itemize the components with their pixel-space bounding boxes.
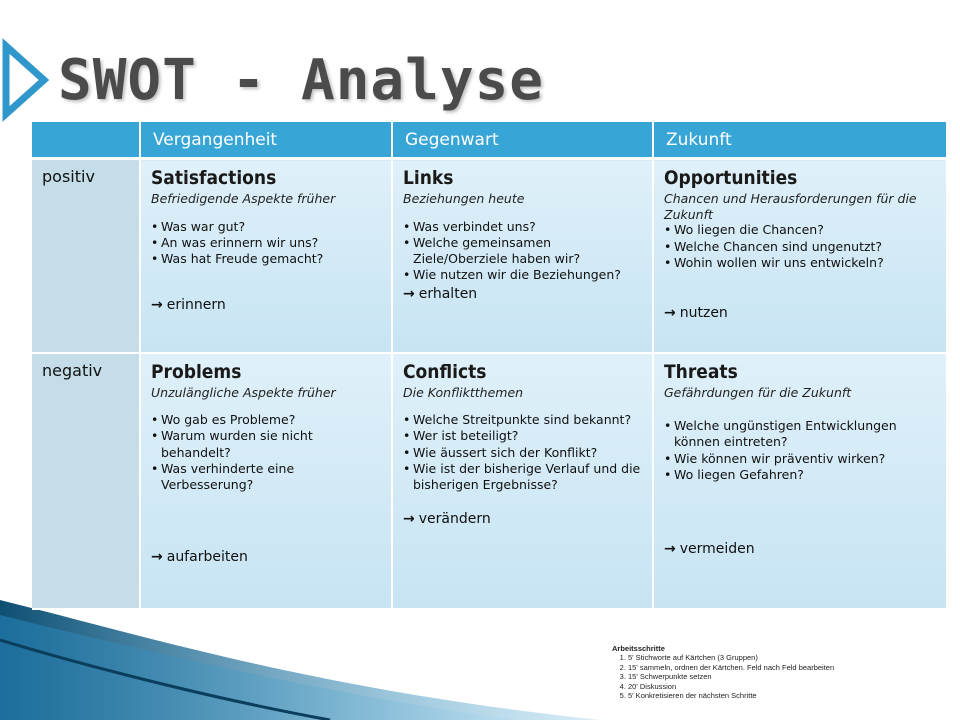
list-item: • Wo liegen Gefahren? xyxy=(664,467,936,483)
action-label: vermeiden xyxy=(679,541,755,558)
corner-cell xyxy=(32,122,140,159)
action-line xyxy=(403,286,642,302)
list-item: 2. 15' sammeln, ordnen der Kärtchen. Feld nach Feld bearbeiten xyxy=(628,663,834,672)
row-label: positiv xyxy=(32,159,140,353)
action-label: erhalten xyxy=(418,285,478,302)
action-label: aufarbeiten xyxy=(166,549,248,566)
list-item: • Welche Streitpunkte sind bekannt? xyxy=(403,412,642,428)
cell-title: Opportunities xyxy=(664,167,798,189)
cell-links xyxy=(392,159,653,353)
cell-title: Conflicts xyxy=(403,360,487,383)
steps-list xyxy=(612,653,834,700)
arrow-icon: → xyxy=(664,305,676,321)
cell-subtitle: Beziehungen heute xyxy=(403,191,525,206)
page-title: SWOT - Analyse xyxy=(58,48,545,113)
cell-subtitle: Chancen und Herausforderungen für die Zukunft xyxy=(664,191,917,222)
list-item: • Was verhinderte eine Verbesserung? xyxy=(151,461,381,494)
cell-conflicts xyxy=(392,353,653,609)
action-line xyxy=(151,297,381,313)
list-item: • Wer ist beteiligt? xyxy=(403,428,642,444)
list-item: • Welche ungünstigen Entwicklungen können eintreten? xyxy=(664,418,936,451)
cell-subtitle: Befriedigende Aspekte früher xyxy=(151,191,336,206)
list-item: 3. 15' Schwerpunkte setzen xyxy=(628,672,834,681)
table-row-negativ xyxy=(32,353,946,609)
column-header: Gegenwart xyxy=(392,122,653,159)
header-row xyxy=(32,122,946,159)
arrow-icon: → xyxy=(403,285,415,302)
cell-title: Links xyxy=(403,167,454,189)
list-item: 1. 5' Stichworte auf Kärtchen (3 Gruppen) xyxy=(628,653,834,662)
question-list xyxy=(664,222,936,271)
list-item: 4. 20' Diskussion xyxy=(628,682,834,691)
row-label: negativ xyxy=(32,353,140,609)
arrow-icon: → xyxy=(151,297,163,314)
cell-title: Threats xyxy=(664,360,738,383)
cell-title: Satisfactions xyxy=(151,167,277,189)
question-list xyxy=(664,418,936,483)
cell-subtitle: Unzulängliche Aspekte früher xyxy=(151,384,336,400)
question-list xyxy=(151,412,381,493)
list-item: • Was war gut? xyxy=(151,219,381,235)
action-line xyxy=(664,541,936,557)
cell-subtitle: Die Konfliktthemen xyxy=(403,384,524,400)
question-list xyxy=(403,219,642,284)
cell-problems xyxy=(140,353,392,609)
list-item: • Wie können wir präventiv wirken? xyxy=(664,451,936,467)
arrow-icon: → xyxy=(151,549,163,566)
action-line xyxy=(403,511,642,527)
question-list xyxy=(151,219,381,268)
list-item: 5. 5' Konkretisieren der nächsten Schritte xyxy=(628,691,834,700)
cell-satisfactions xyxy=(140,159,392,353)
cell-title: Problems xyxy=(151,360,242,383)
list-item: • Wie äussert sich der Konflikt? xyxy=(403,445,642,461)
action-label: verändern xyxy=(418,511,491,528)
action-line xyxy=(151,549,381,565)
cell-subtitle: Gefährdungen für die Zukunft xyxy=(664,384,852,400)
table-row-positiv xyxy=(32,159,946,353)
swot-table xyxy=(32,122,946,610)
title-arrow-shape xyxy=(6,46,44,114)
action-line xyxy=(664,305,936,321)
list-item: • Warum wurden sie nicht behandelt? xyxy=(151,428,381,461)
list-item: • Wie nutzen wir die Beziehungen? xyxy=(403,267,642,283)
action-label: erinnern xyxy=(166,297,226,314)
list-item: • Wo liegen die Chancen? xyxy=(664,222,936,238)
list-item: • Welche Chancen sind ungenutzt? xyxy=(664,239,936,255)
column-header: Zukunft xyxy=(653,122,946,159)
list-item: • Was verbindet uns? xyxy=(403,219,642,235)
list-item: • Was hat Freude gemacht? xyxy=(151,251,381,267)
question-list xyxy=(403,412,642,493)
action-label: nutzen xyxy=(679,305,728,321)
cell-threats xyxy=(653,353,946,609)
work-steps xyxy=(612,644,834,700)
arrow-icon: → xyxy=(664,541,676,558)
steps-title: Arbeitsschritte xyxy=(612,644,665,653)
list-item: • Wohin wollen wir uns entwickeln? xyxy=(664,255,936,271)
list-item: • Wo gab es Probleme? xyxy=(151,412,381,428)
list-item: • Wie ist der bisherige Verlauf und die bisherigen Ergebnisse? xyxy=(403,461,642,494)
list-item: • Welche gemeinsamen Ziele/Oberziele haben wir? xyxy=(403,235,642,268)
cell-opportunities xyxy=(653,159,946,353)
list-item: • An was erinnern wir uns? xyxy=(151,235,381,251)
column-header: Vergangenheit xyxy=(140,122,392,159)
arrow-icon: → xyxy=(403,511,415,528)
